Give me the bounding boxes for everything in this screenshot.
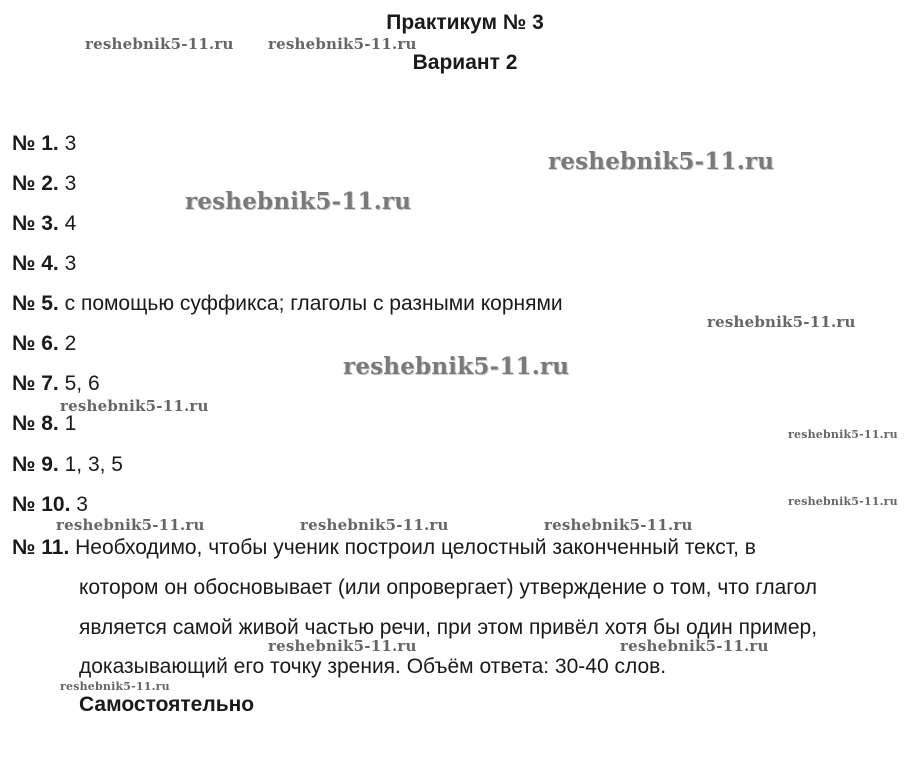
watermark: reshebnik5-11.ru	[788, 428, 898, 441]
watermark: reshebnik5-11.ru	[268, 637, 417, 655]
answer-11	[12, 536, 756, 560]
watermark: reshebnik5-11.ru	[620, 637, 769, 655]
answer-text: 1, 3, 5	[64, 453, 123, 476]
answer-number: № 11.	[12, 536, 70, 559]
variant-title: Вариант 2	[412, 51, 518, 74]
answer-number: № 4.	[12, 252, 59, 275]
watermark: reshebnik5-11.ru	[60, 680, 170, 693]
answer-number: № 3.	[12, 212, 59, 235]
answer-text: 3	[64, 252, 77, 275]
answer-3	[12, 212, 76, 236]
watermark: reshebnik5-11.ru	[788, 495, 898, 508]
answer-number: № 6.	[12, 332, 59, 355]
answer-7	[12, 372, 100, 396]
answer-6	[12, 332, 76, 356]
answer-text: 3	[64, 172, 77, 195]
answer-text: 4	[64, 212, 77, 235]
answer-10	[12, 493, 88, 517]
watermark: reshebnik5-11.ru	[343, 353, 570, 380]
answer-4	[12, 252, 76, 276]
watermark: reshebnik5-11.ru	[544, 516, 693, 534]
watermark: reshebnik5-11.ru	[300, 516, 449, 534]
answer-11-line-4: доказывающий его точку зрения. Объём ответа: 30-40 слов.	[79, 655, 667, 678]
watermark: reshebnik5-11.ru	[56, 516, 205, 534]
answer-11-line-2: котором он обосновывает (или опровергает) утверждение о том, что глагол	[79, 576, 817, 599]
watermark: reshebnik5-11.ru	[268, 35, 417, 53]
answer-number: № 5.	[12, 292, 59, 315]
answer-number: № 1.	[12, 132, 59, 155]
answer-text: Необходимо, чтобы ученик построил целостный законченный текст, в	[75, 536, 756, 559]
self-study-label: Самостоятельно	[79, 693, 255, 716]
answer-1	[12, 132, 76, 156]
answer-2	[12, 172, 76, 196]
watermark: reshebnik5-11.ru	[185, 188, 412, 215]
answer-text: 3	[64, 132, 77, 155]
answer-number: № 10.	[12, 493, 71, 516]
answer-11-line-3: является самой живой частью речи, при этом привёл хотя бы один пример,	[79, 616, 818, 639]
watermark: reshebnik5-11.ru	[85, 35, 234, 53]
answer-text: с помощью суффикса; глаголы с разными корнями	[64, 292, 563, 315]
answer-number: № 2.	[12, 172, 59, 195]
answer-8	[12, 412, 76, 436]
watermark: reshebnik5-11.ru	[548, 148, 775, 175]
watermark: reshebnik5-11.ru	[707, 313, 856, 331]
answer-text: 3	[76, 493, 88, 516]
answer-text: 1	[64, 412, 77, 435]
answer-number: № 9.	[12, 453, 59, 476]
answer-number: № 8.	[12, 412, 59, 435]
watermark: reshebnik5-11.ru	[60, 397, 209, 415]
answer-9	[12, 453, 123, 477]
answer-5	[12, 292, 563, 316]
answer-text: 5, 6	[64, 372, 100, 395]
page-title: Практикум № 3	[386, 11, 544, 34]
answer-text: 2	[64, 332, 77, 355]
answer-number: № 7.	[12, 372, 59, 395]
